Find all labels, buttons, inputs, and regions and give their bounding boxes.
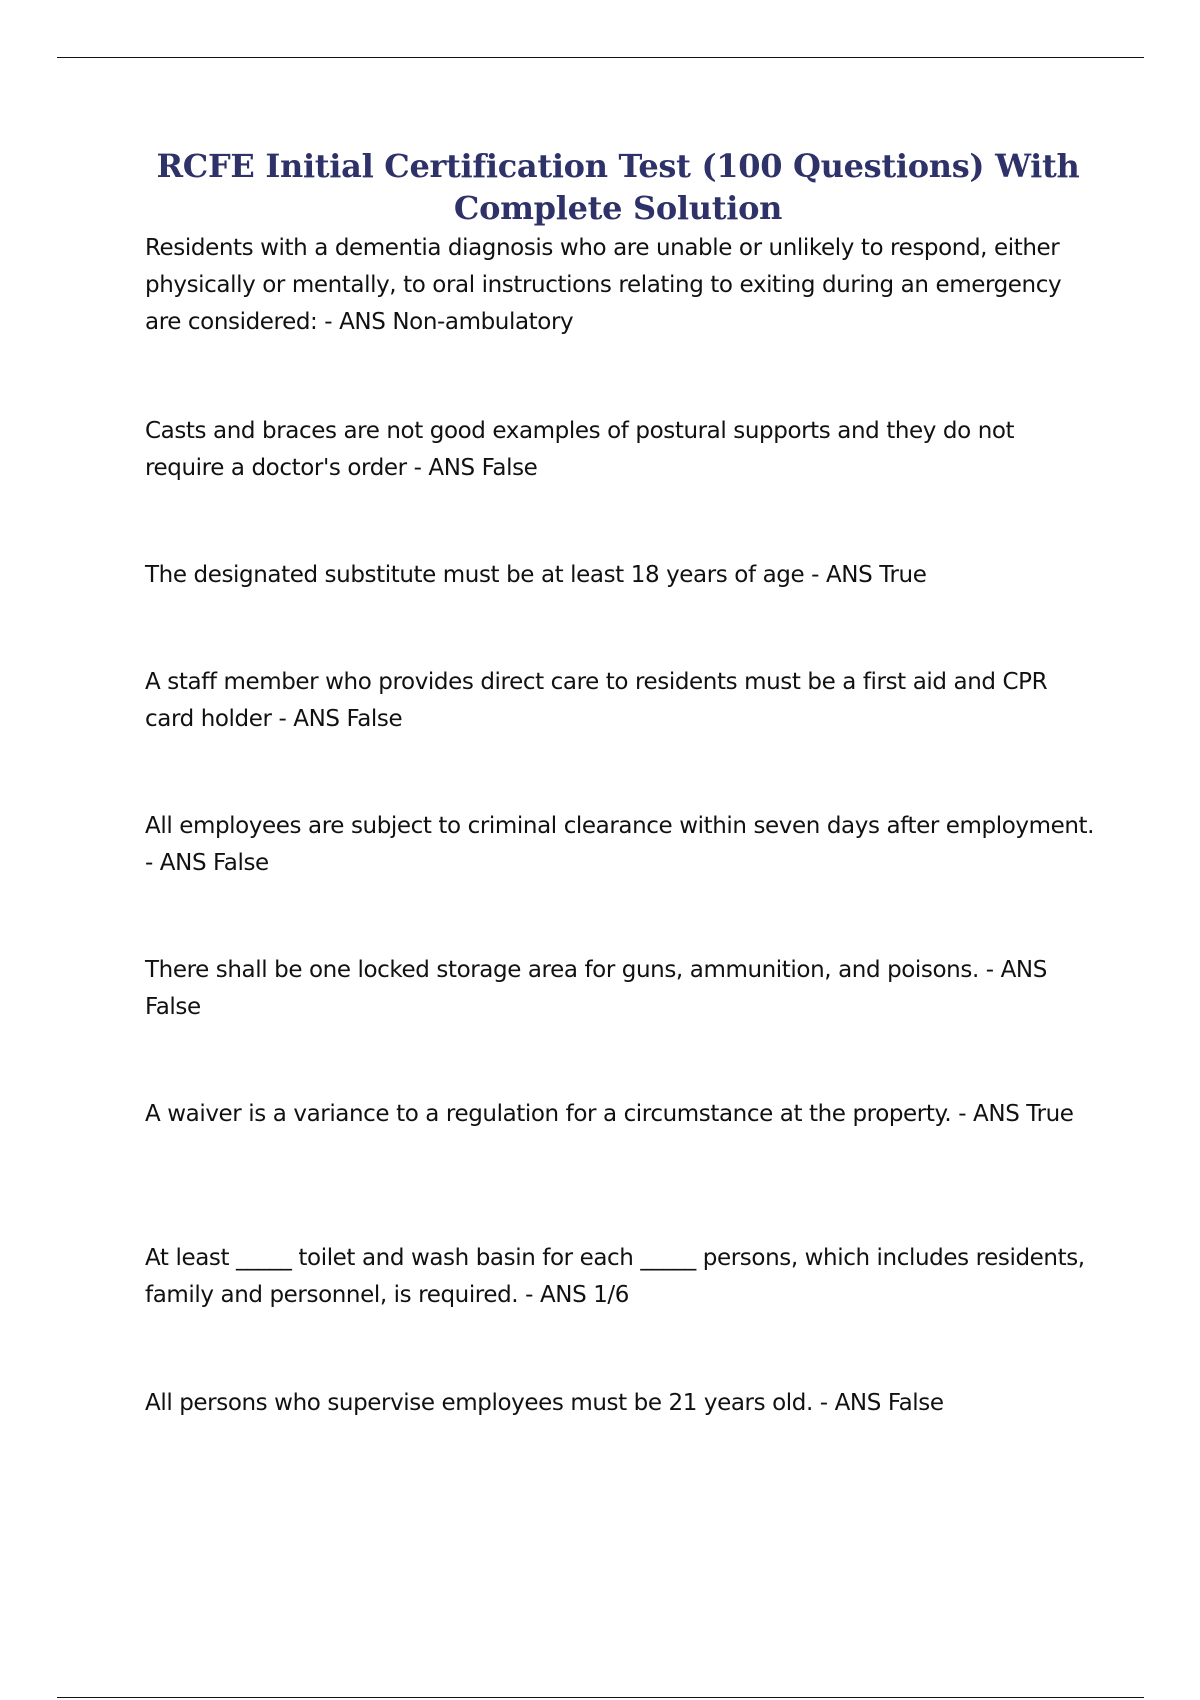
qa-item: A waiver is a variance to a regulation for a circumstance at the property. - ANS True [145,1101,1074,1127]
bottom-divider [57,1697,1144,1698]
top-divider [57,57,1144,58]
qa-item: There shall be one locked storage area for guns, ammunition, and poisons. - ANS False [145,957,1047,1020]
qa-item: Casts and braces are not good examples of postural supports and they do not require a doctor's order - ANS False [145,418,1015,481]
qa-item: Residents with a dementia diagnosis who are unable or unlikely to respond, either physically or mentally, to oral instructions relating to exiting during an emergency are considered: - ANS Non-ambulatory [145,235,1062,335]
qa-item: A staff member who provides direct care to residents must be a first aid and CPR card holder - ANS False [145,669,1048,732]
document-title: RCFE Initial Certification Test (100 Questions) With Complete Solution [156,147,1080,227]
qa-item: At least _____ toilet and wash basin for each _____ persons, which includes residents, family and personnel, is required. - ANS 1/6 [145,1245,1085,1308]
qa-item: All employees are subject to criminal clearance within seven days after employment. - ANS False [145,813,1095,876]
qa-item: All persons who supervise employees must be 21 years old. - ANS False [145,1390,944,1416]
qa-item: The designated substitute must be at least 18 years of age - ANS True [145,562,927,588]
